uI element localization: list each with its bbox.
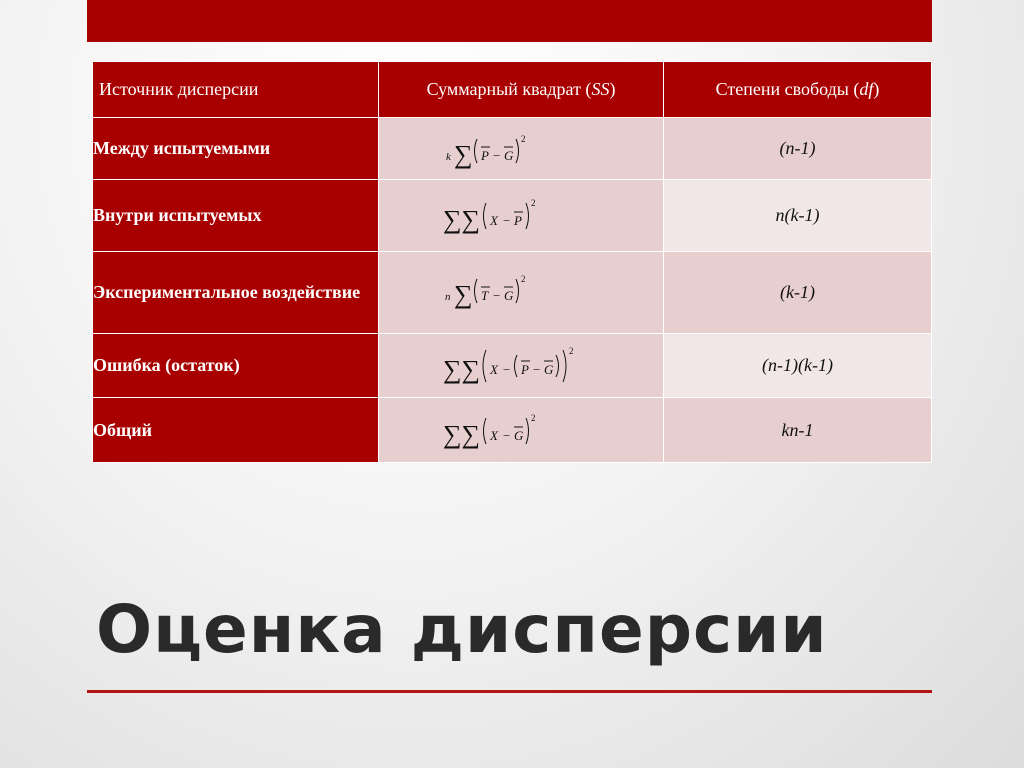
minus-sign: − xyxy=(503,427,511,443)
variance-table xyxy=(92,61,932,463)
ss-formula-cell xyxy=(379,334,664,398)
ss-formula xyxy=(379,254,664,332)
row-source: Ошибка (остаток) xyxy=(93,334,379,398)
minus-sign: − xyxy=(503,212,511,228)
left-paren xyxy=(483,350,486,382)
row-df: (n-1)(k-1) xyxy=(664,334,932,398)
right-paren xyxy=(516,279,519,303)
title-underline xyxy=(87,690,932,693)
left-paren xyxy=(484,203,487,229)
row-df: n(k-1) xyxy=(664,180,932,252)
row-df: kn-1 xyxy=(664,398,932,463)
header-df-label: Степени свободы ( xyxy=(715,79,860,99)
sum-symbol: ∑∑ xyxy=(443,354,481,384)
minus-sign: − xyxy=(493,287,501,303)
sum-symbol: ∑∑ xyxy=(443,204,481,234)
formula-term-a: X xyxy=(490,212,498,228)
row-df: (n-1) xyxy=(664,118,932,180)
formula-prefix: n xyxy=(445,290,451,303)
right-paren xyxy=(563,350,566,382)
table-row xyxy=(93,398,932,463)
header-source: Источник дисперсии xyxy=(93,62,379,118)
header-df-close: ) xyxy=(873,79,880,99)
minus-sign: − xyxy=(493,147,501,163)
header-ss-label: Суммарный квадрат ( xyxy=(426,79,592,99)
formula-term-a: X xyxy=(490,361,498,377)
formula-power: 2 xyxy=(521,133,526,144)
formula-power: 2 xyxy=(531,412,536,423)
right-paren xyxy=(556,355,559,377)
ss-formula-cell xyxy=(379,398,664,463)
right-paren xyxy=(526,203,529,229)
ss-formula-cell xyxy=(379,180,664,252)
formula-power: 2 xyxy=(569,345,574,356)
left-paren xyxy=(484,418,487,444)
formula-term-c: G xyxy=(544,361,554,377)
formula-term-a: T xyxy=(481,287,489,303)
row-source: Общий xyxy=(93,398,379,463)
ss-formula xyxy=(379,400,664,461)
formula-term-b: G xyxy=(504,147,514,163)
right-paren xyxy=(516,139,519,163)
sum-symbol: ∑ xyxy=(454,279,473,309)
table-row xyxy=(93,334,932,398)
formula-power: 2 xyxy=(531,197,536,208)
minus-sign: − xyxy=(503,361,511,377)
top-accent-bar xyxy=(87,0,932,42)
left-paren xyxy=(475,279,478,303)
table-row xyxy=(93,118,932,180)
table-header-row xyxy=(93,62,932,118)
table-row xyxy=(93,180,932,252)
row-source: Между испытуемыми xyxy=(93,118,379,180)
ss-formula xyxy=(379,336,664,396)
ss-formula-cell xyxy=(379,252,664,334)
row-source: Внутри испытуемых xyxy=(93,180,379,252)
formula-power: 2 xyxy=(521,273,526,284)
sum-symbol: ∑ xyxy=(454,139,473,169)
formula-term-b: P xyxy=(514,212,522,228)
row-df: (k-1) xyxy=(664,252,932,334)
row-source: Экспериментальное воздействие xyxy=(93,252,379,334)
header-df-symbol: df xyxy=(859,79,874,99)
formula-term-a: P xyxy=(481,147,489,163)
header-sum-of-squares xyxy=(379,62,664,118)
ss-formula xyxy=(379,182,664,250)
formula-term-a: X xyxy=(490,427,498,443)
sum-symbol: ∑∑ xyxy=(443,419,481,449)
left-paren xyxy=(475,139,478,163)
formula-term-b: P xyxy=(521,361,529,377)
right-paren xyxy=(526,418,529,444)
formula-term-b: G xyxy=(504,287,514,303)
minus-sign: − xyxy=(533,361,541,377)
formula-term-b: G xyxy=(514,427,524,443)
header-ss-close: ) xyxy=(609,79,616,99)
ss-formula-cell xyxy=(379,118,664,180)
table-row xyxy=(93,252,932,334)
left-paren xyxy=(515,355,518,377)
formula-prefix: k xyxy=(446,150,451,163)
slide-title: Оценка дисперсии xyxy=(96,591,828,668)
header-degrees-of-freedom xyxy=(664,62,932,118)
ss-formula xyxy=(379,120,664,178)
header-ss-symbol: SS xyxy=(591,79,610,99)
